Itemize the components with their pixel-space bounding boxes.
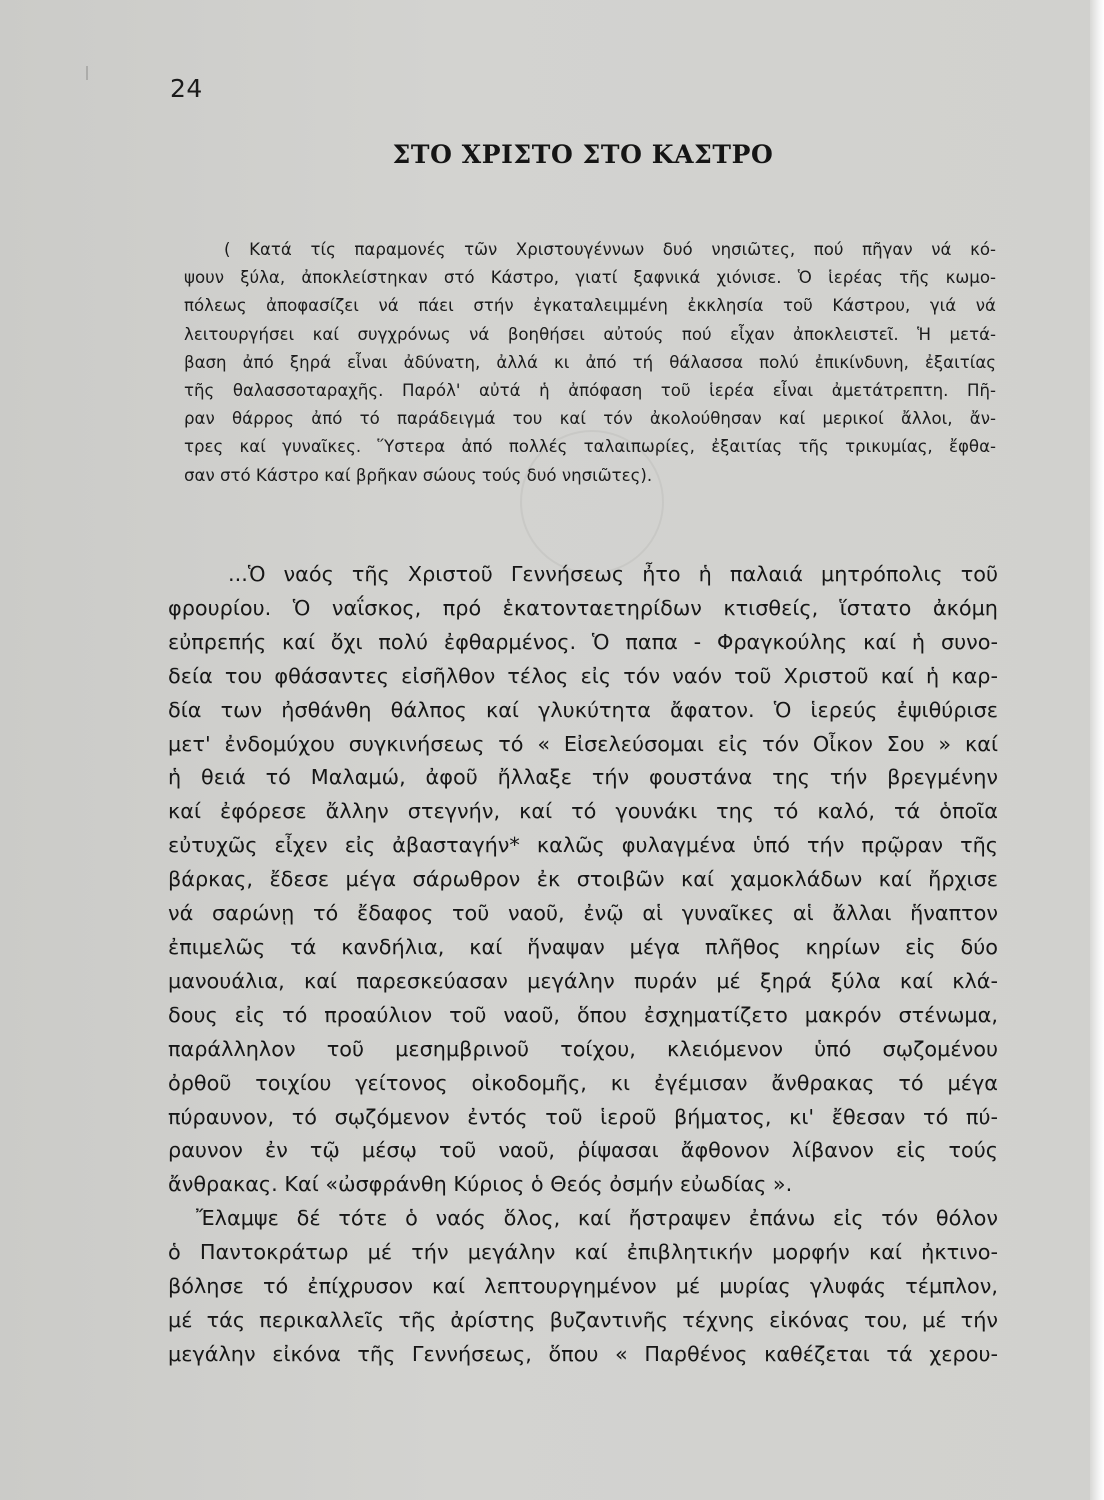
body-line: βόλησε τό ἐπίχρυσον καί λεπτουργημένον μέ μυρίας γλυφάς τέμπλον,	[168, 1274, 998, 1299]
body-line: ἐπιμελῶς τά κανδήλια, καί ἥναψαν μέγα πλῆθος κηρίων εἰς δύο	[168, 934, 998, 959]
body-line: πύραυνον, τό σῳζόμενον ἐντός τοῦ ἱεροῦ βήματος, κι' ἔθεσαν τό πύ-	[168, 1104, 998, 1129]
body-line: ἡ θειά τό Μαλαμώ, ἀφοῦ ἤλλαξε τήν φουστάνα της τήν βρεγμένην	[168, 765, 998, 790]
intro-line: τῆς θαλασσοταραχῆς. Παρόλ' αὐτά ἡ ἀπόφαση τοῦ ἱερέα εἶναι ἀμετάτρεπτη. Πῆ-	[184, 381, 996, 401]
body-line: εὐτυχῶς εἶχεν εἰς ἀβασταγήν* καλῶς φυλαγμένα ὑπό τήν πρῷραν τῆς	[168, 833, 998, 858]
intro-line: τρες καί γυναῖκες. Ὕστερα ἀπό πολλές ταλαιπωρίες, ἐξαιτίας τῆς τρικυμίας, ἔφθα-	[184, 437, 996, 457]
body-line: μεγάλην εἰκόνα τῆς Γεννήσεως, ὅπου « Παρθένος καθέζεται τά χερου-	[168, 1341, 998, 1366]
body-line: μέ τάς περικαλλεῖς τῆς ἀρίστης βυζαντινῆς τέχνης εἰκόνας του, μέ τήν	[168, 1307, 998, 1332]
body-line: νά σαρώνῃ τό ἔδαφος τοῦ ναοῦ, ἐνῷ αἱ γυναῖκες αἱ ἄλλαι ἥναπτον	[168, 901, 998, 926]
body-line: μανουάλια, καί παρεσκεύασαν μεγάλην πυράν μέ ξηρά ξύλα καί κλά-	[168, 968, 998, 993]
body-line: καί ἐφόρεσε ἄλλην στεγνήν, καί τό γουνάκι της τό καλό, τά ὁποῖα	[168, 799, 998, 824]
intro-line: βαση ἀπό ξηρά εἶναι ἀδύνατη, ἀλλά κι ἀπό τή θάλασσα πολύ ἐπικίνδυνη, ἐξαιτίας	[184, 352, 996, 372]
scan-mark	[86, 66, 88, 80]
intro-line: λειτουργήσει καί συγχρόνως νά βοηθήσει αὐτούς πού εἶχαν ἀποκλειστεῖ. Ἡ μετά-	[184, 324, 996, 344]
body-line: ὀρθοῦ τοιχίου γείτονος οἰκοδομῆς, κι ἐγέμισαν ἄνθρακας τό μέγα	[168, 1070, 998, 1095]
page-edge	[1090, 0, 1104, 1500]
intro-summary	[184, 236, 996, 490]
body-line: ἄνθρακας. Καί «ὠσφράνθη Κύριος ὁ Θεός ὀσμήν εὐωδίας ».	[168, 1172, 793, 1197]
page-number: 24	[170, 74, 203, 103]
body-line: μετ' ἐνδομύχου συγκινήσεως τό « Εἰσελεύσομαι εἰς τόν Οἶκον Σου » καί	[168, 731, 998, 756]
body-line: φρουρίου. Ὁ ναΐσκος, πρό ἑκατονταετηρίδων κτισθείς, ἵστατο ἀκόμη	[168, 595, 998, 620]
body-line: ...Ὁ ναός τῆς Χριστοῦ Γεννήσεως ἦτο ἡ παλαιά μητρόπολις τοῦ	[228, 562, 998, 586]
body-line: παράλληλον τοῦ μεσημβρινοῦ τοίχου, κλειόμενον ὑπό σῳζομένου	[168, 1036, 998, 1061]
body-line: δεία του φθάσαντες εἰσῆλθον τέλος εἰς τόν ναόν τοῦ Χριστοῦ καί ἡ καρ-	[168, 663, 998, 688]
intro-line: ψουν ξύλα, ἀποκλείστηκαν στό Κάστρο, γιατί ξαφνικά χιόνισε. Ὁ ἱερέας τῆς κωμο-	[184, 268, 996, 288]
body-line: Ἔλαμψε δέ τότε ὁ ναός ὅλος, καί ἤστραψεν ἐπάνω εἰς τόν θόλον	[196, 1206, 998, 1231]
intro-line: ραν θάρρος ἀπό τό παράδειγμά του καί τόν ἀκολούθησαν καί μερικοί ἄλλοι, ἄν-	[184, 409, 996, 429]
body-text	[168, 558, 998, 1372]
body-line: δους εἰς τό προαύλιον τοῦ ναοῦ, ὅπου ἐσχηματίζετο μακρόν στένωμα,	[168, 1002, 998, 1027]
intro-line: σαν στό Κάστρο καί βρῆκαν σώους τούς δυό νησιῶτες).	[184, 465, 653, 485]
body-line: δία των ἠσθάνθη θάλπος καί γλυκύτητα ἄφατον. Ὁ ἱερεύς ἐψιθύρισε	[168, 697, 998, 722]
body-line: βάρκας, ἔδεσε μέγα σάρωθρον ἐκ στοιβῶν καί χαμοκλάδων καί ἤρχισε	[168, 867, 998, 892]
body-line: ραυνον ἐν τῷ μέσῳ τοῦ ναοῦ, ῥίψασαι ἄφθονον λίβανον εἰς τούς	[168, 1138, 998, 1163]
body-line: ὁ Παντοκράτωρ μέ τήν μεγάλην καί ἐπιβλητικήν μορφήν καί ἠκτινο-	[168, 1240, 998, 1265]
body-line: εὐπρεπής καί ὄχι πολύ ἐφθαρμένος. Ὁ παπα - Φραγκούλης καί ἡ συνο-	[168, 629, 998, 654]
intro-line: πόλεως ἀποφασίζει νά πάει στήν ἐγκαταλειμμένη ἐκκλησία τοῦ Κάστρου, γιά νά	[184, 296, 996, 316]
intro-line: ( Κατά τίς παραμονές τῶν Χριστουγέννων δυό νησιῶτες, πού πῆγαν νά κό-	[224, 240, 996, 259]
chapter-title: ΣΤΟ ΧΡΙΣΤΟ ΣΤΟ ΚΑΣΤΡΟ	[392, 140, 774, 169]
